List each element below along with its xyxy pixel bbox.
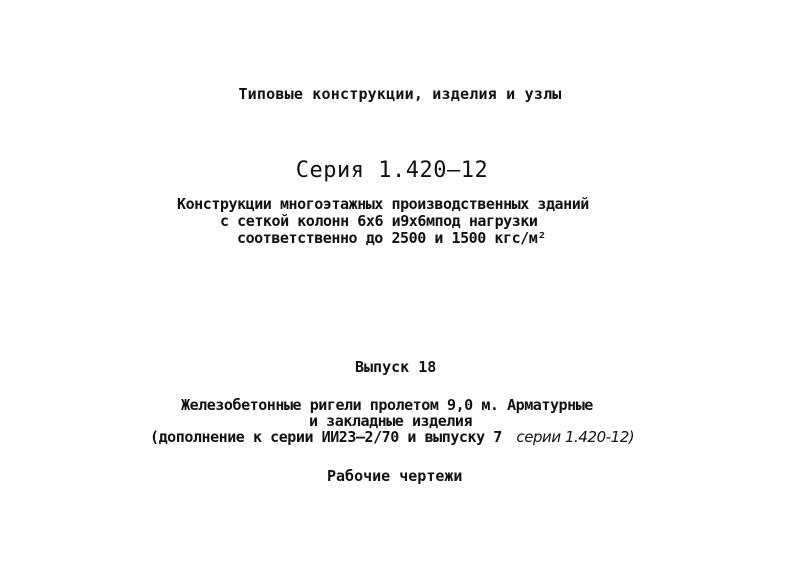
subject-line-1: Конструкции многоэтажных производственных зданий xyxy=(177,195,589,213)
drawing-type: Рабочие чертежи xyxy=(327,467,463,485)
series-title: Серия 1.420–12 xyxy=(295,158,489,183)
issue-subject-line-3 xyxy=(150,428,634,446)
category-heading: Типовые конструкции, изделия и узлы xyxy=(238,85,562,103)
issue-number: Выпуск 18 xyxy=(355,358,437,376)
subject-line-2: с сеткой колонн 6х6 и9х6мпод нагрузки xyxy=(220,212,538,230)
issue-subject-line-2: и закладные изделия xyxy=(309,412,473,430)
subject-line-3: соответственно до 2500 и 1500 кгс/м² xyxy=(237,229,546,247)
handwritten-series-note: серии 1.420-12) xyxy=(516,428,635,446)
supplement-note: (дополнение к серии ИИ23–2/70 и выпуску 7 xyxy=(150,428,502,446)
issue-subject-line-1: Железобетонные ригели пролетом 9,0 м. Арматурные xyxy=(181,396,593,414)
